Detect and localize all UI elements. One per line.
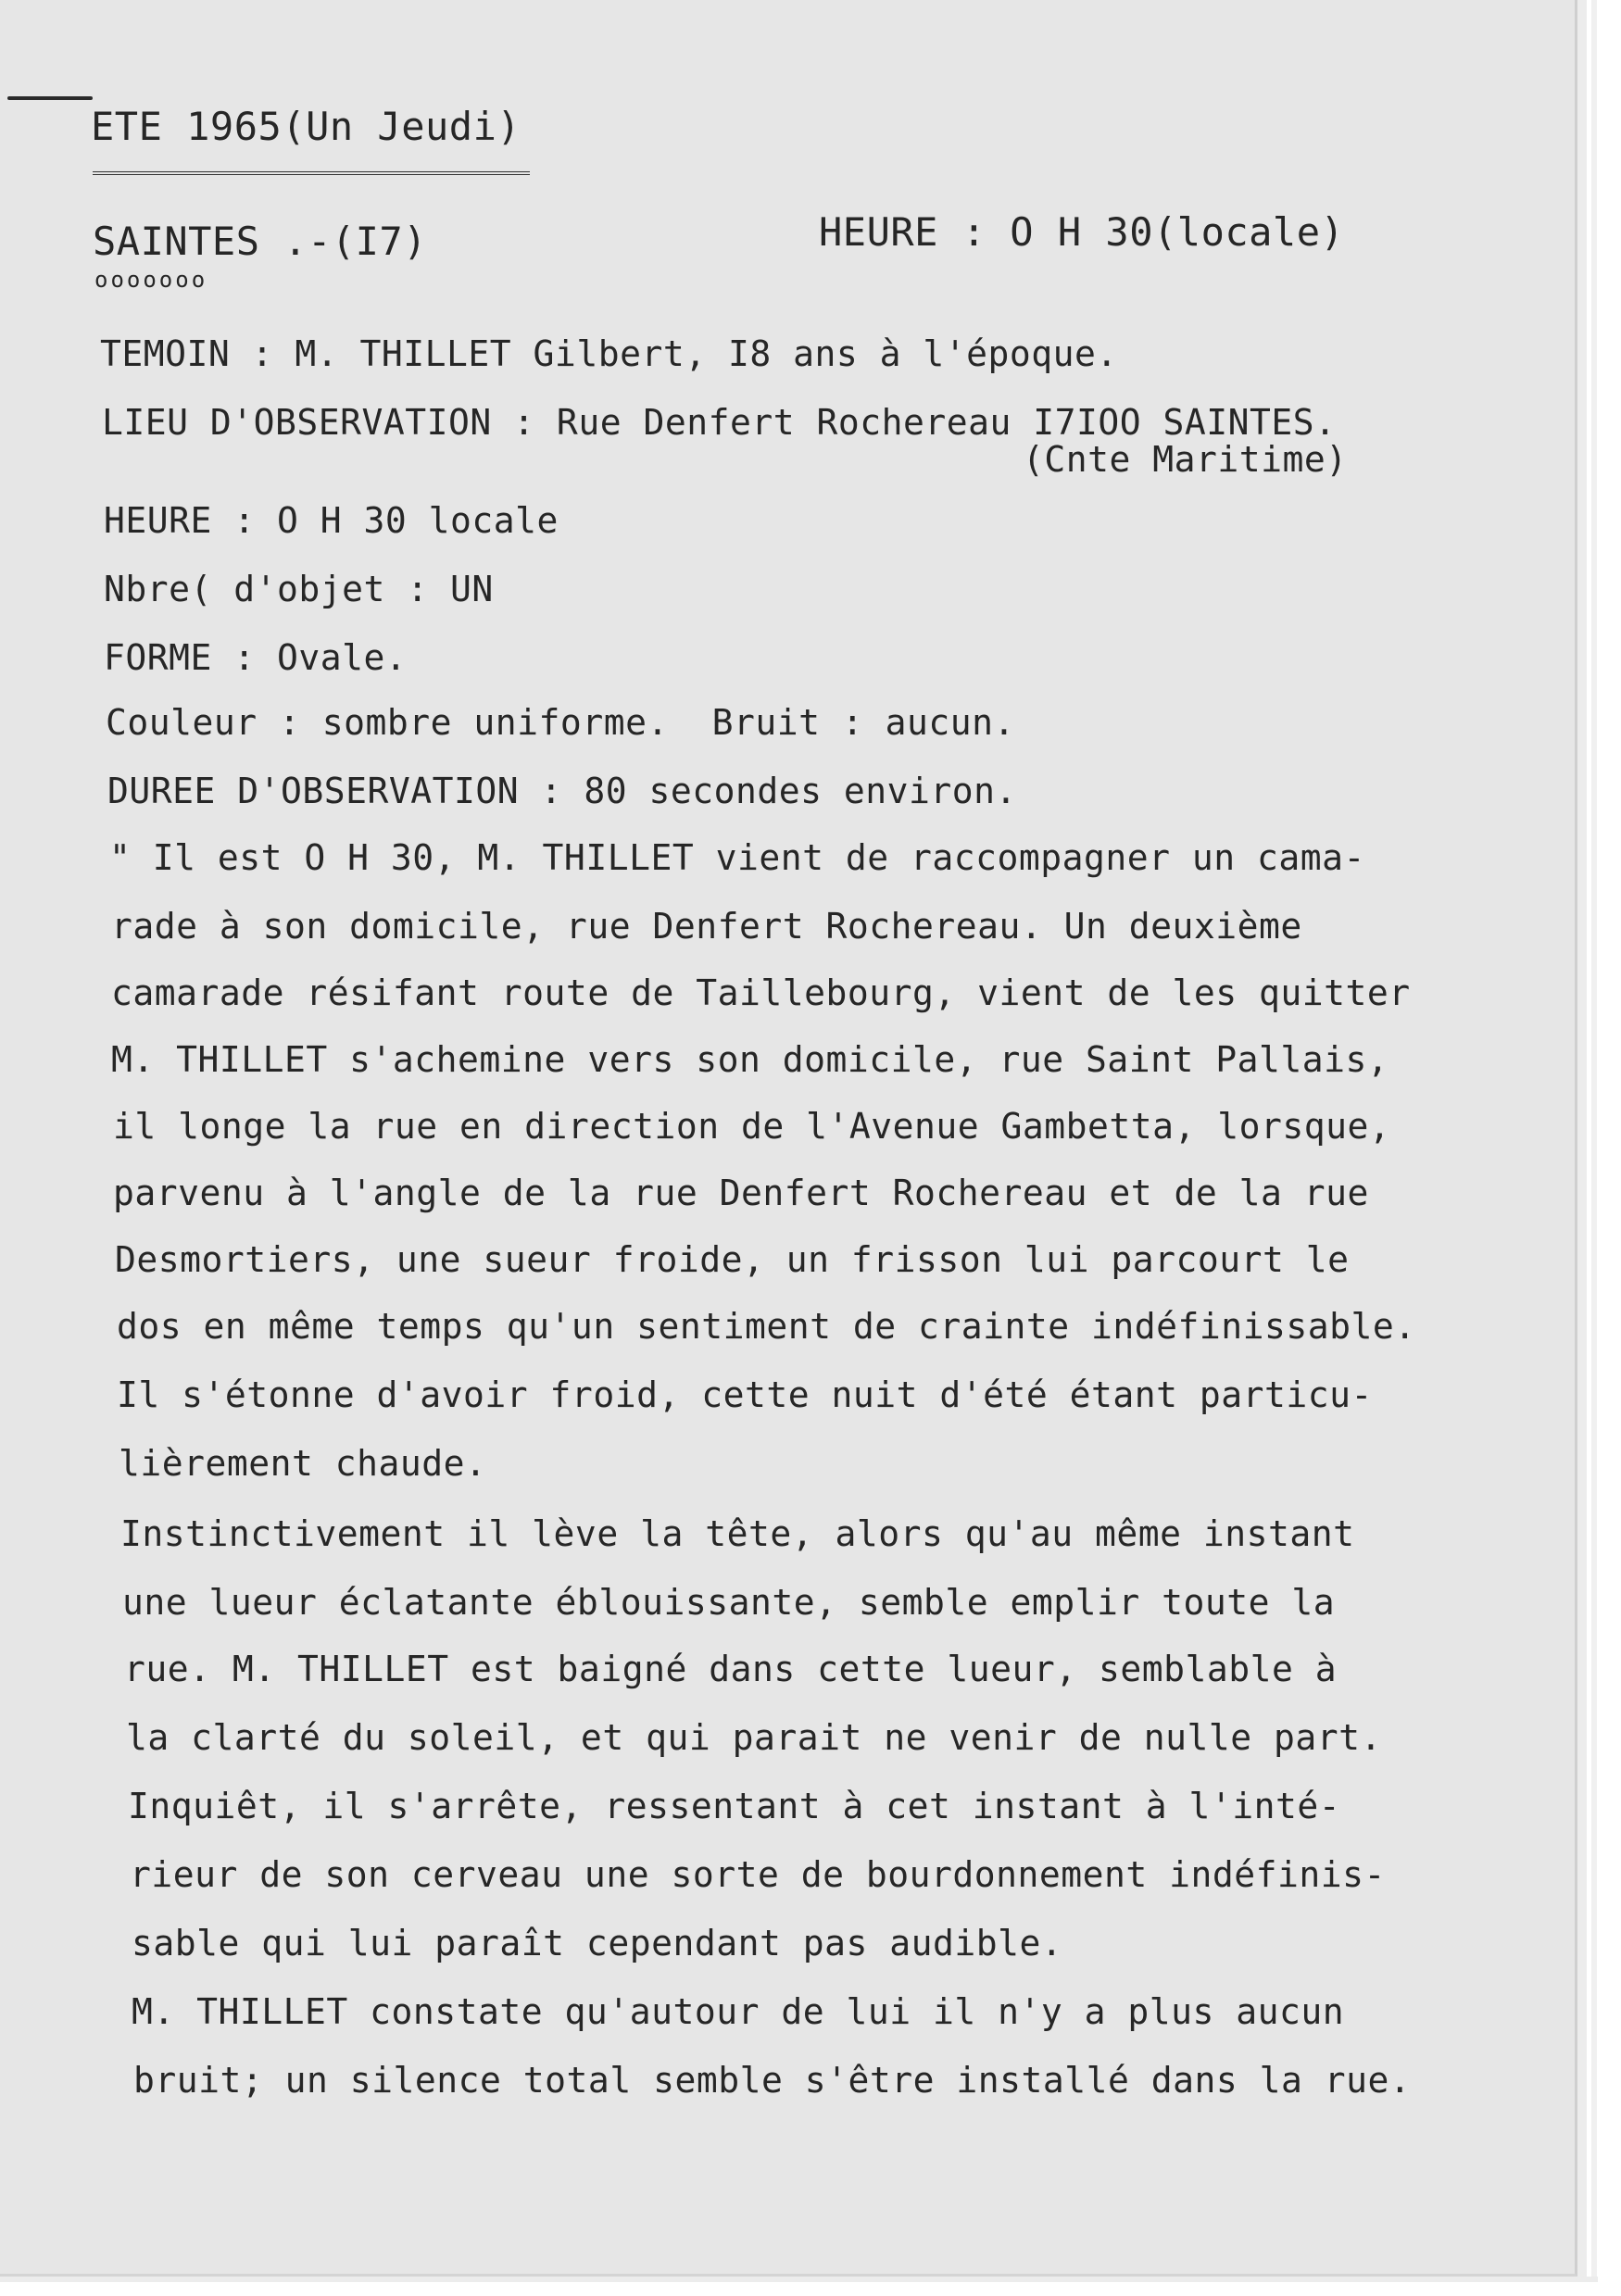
body-line: Il s'étonne d'avoir froid, cette nuit d'été étant particu- xyxy=(117,1374,1373,1415)
document-title: ETE 1965(Un Jeudi) xyxy=(91,104,521,149)
body-line: la clarté du soleil, et qui parait ne venir de nulle part. xyxy=(126,1717,1382,1758)
field-lieu: LIEU D'OBSERVATION : Rue Denfert Rochereau I7IOO SAINTES. xyxy=(102,402,1337,443)
field-nombre: Nbre( d'objet : UN xyxy=(104,569,494,609)
field-lieu-region: (Cnte Maritime) xyxy=(1023,439,1348,480)
body-line: parvenu à l'angle de la rue Denfert Rochereau et de la rue xyxy=(113,1173,1369,1213)
body-line: M. THILLET s'achemine vers son domicile, rue Saint Pallais, xyxy=(111,1039,1389,1080)
paper-edge-right-outer xyxy=(1591,0,1597,2280)
time-heading: HEURE : O H 30(locale) xyxy=(819,209,1345,255)
paper-edge-bottom xyxy=(0,2277,1598,2282)
body-line: Inquiêt, il s'arrête, ressentant à cet instant à l'inté- xyxy=(128,1786,1341,1826)
body-line: rade à son domicile, rue Denfert Rochereau. Un deuxième xyxy=(111,906,1302,947)
body-line: sable qui lui paraît cependant pas audible. xyxy=(132,1923,1063,1964)
field-heure: HEURE : O H 30 locale xyxy=(104,500,559,541)
body-line: rue. M. THILLET est baigné dans cette lueur, semblable à xyxy=(124,1649,1338,1689)
body-line: camarade résifant route de Taillebourg, vient de les quitter xyxy=(111,972,1411,1013)
body-line: une lueur éclatante éblouissante, semble emplir toute la xyxy=(122,1582,1336,1623)
place-underline: ooooooo xyxy=(94,267,208,293)
body-line: rieur de son cerveau une sorte de bourdonnement indéfinis- xyxy=(130,1854,1386,1895)
body-line: M. THILLET constate qu'autour de lui il n'y a plus aucun xyxy=(132,1991,1345,2032)
paper-edge-right xyxy=(1577,0,1587,2277)
body-line: Instinctivement il lève la tête, alors qu'au même instant xyxy=(120,1513,1355,1554)
body-line: lièrement chaude. xyxy=(119,1443,487,1484)
body-line: dos en même temps qu'un sentiment de crainte indéfinissable. xyxy=(117,1306,1416,1347)
staple-mark xyxy=(7,96,93,100)
title-underline xyxy=(93,171,530,175)
place-heading: SAINTES .-(I7) xyxy=(93,219,428,264)
field-forme: FORME : Ovale. xyxy=(104,637,408,678)
body-line: " Il est O H 30, M. THILLET vient de raccompagner un cama- xyxy=(109,837,1365,878)
field-couleur: Couleur : sombre uniforme. Bruit : aucun. xyxy=(106,702,1015,743)
body-line: il longe la rue en direction de l'Avenue Gambetta, lorsque, xyxy=(113,1106,1391,1147)
body-line: Desmortiers, une sueur froide, un frisson lui parcourt le xyxy=(115,1239,1350,1280)
body-line: bruit; un silence total semble s'être installé dans la rue. xyxy=(133,2060,1412,2101)
field-duree: DUREE D'OBSERVATION : 80 secondes environ. xyxy=(107,771,1017,811)
field-temoin: TEMOIN : M. THILLET Gilbert, I8 ans à l'époque. xyxy=(100,333,1118,374)
